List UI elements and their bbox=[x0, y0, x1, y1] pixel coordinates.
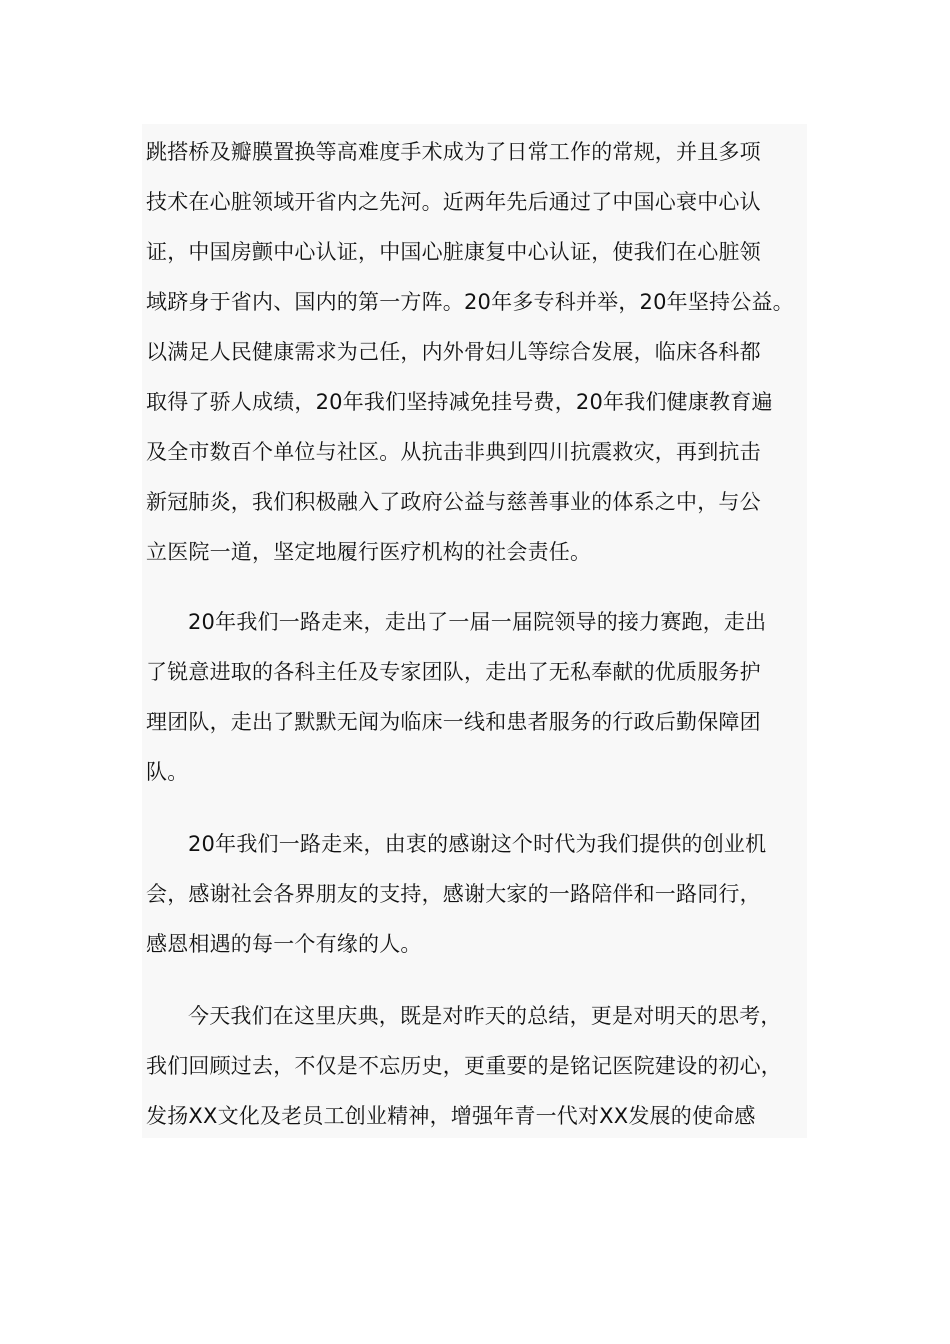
paragraph-4-line-1: 今天我们在这里庆典，既是对昨天的总结，更是对明天的思考， bbox=[188, 1004, 782, 1028]
paragraph-3-line-1: 20年我们一路走来，由衷的感谢这个时代为我们提供的创业机 bbox=[188, 832, 767, 856]
paragraph-1-line-7: 及全市数百个单位与社区。从抗击非典到四川抗震救灾，再到抗击 bbox=[146, 440, 761, 464]
paragraph-1-line-8: 新冠肺炎，我们积极融入了政府公益与慈善事业的体系之中，与公 bbox=[146, 490, 761, 514]
paragraph-2-line-1: 20年我们一路走来，走出了一届一届院领导的接力赛跑，走出 bbox=[188, 610, 767, 634]
paragraph-3-line-2: 会，感谢社会各界朋友的支持，感谢大家的一路陪伴和一路同行， bbox=[146, 882, 761, 906]
paragraph-1-line-2: 技术在心脏领域开省内之先河。近两年先后通过了中国心衰中心认 bbox=[146, 190, 761, 214]
paragraph-1-line-4: 域跻身于省内、国内的第一方阵。20年多专科并举，20年坚持公益。 bbox=[146, 290, 794, 314]
paragraph-1-line-3: 证，中国房颤中心认证，中国心脏康复中心认证，使我们在心脏领 bbox=[146, 240, 761, 264]
paragraph-4-line-2: 我们回顾过去，不仅是不忘历史，更重要的是铭记医院建设的初心， bbox=[146, 1054, 782, 1078]
paragraph-4-line-3: 发扬XX文化及老员工创业精神，增强年青一代对XX发展的使命感 bbox=[146, 1104, 756, 1128]
paragraph-1-line-1: 跳搭桥及瓣膜置换等高难度手术成为了日常工作的常规，并且多项 bbox=[146, 140, 761, 164]
paragraph-2-line-3: 理团队，走出了默默无闻为临床一线和患者服务的行政后勤保障团 bbox=[146, 710, 761, 734]
paragraph-1-line-9: 立医院一道，坚定地履行医疗机构的社会责任。 bbox=[146, 540, 592, 564]
paragraph-1-line-6: 取得了骄人成绩，20年我们坚持减免挂号费，20年我们健康教育遍 bbox=[146, 390, 773, 414]
paragraph-2-line-4: 队。 bbox=[146, 760, 189, 784]
paragraph-1-line-5: 以满足人民健康需求为己任，内外骨妇儿等综合发展，临床各科都 bbox=[146, 340, 761, 364]
paragraph-2-line-2: 了锐意进取的各科主任及专家团队，走出了无私奉献的优质服务护 bbox=[146, 660, 761, 684]
paragraph-3-line-3: 感恩相遇的每一个有缘的人。 bbox=[146, 932, 422, 956]
